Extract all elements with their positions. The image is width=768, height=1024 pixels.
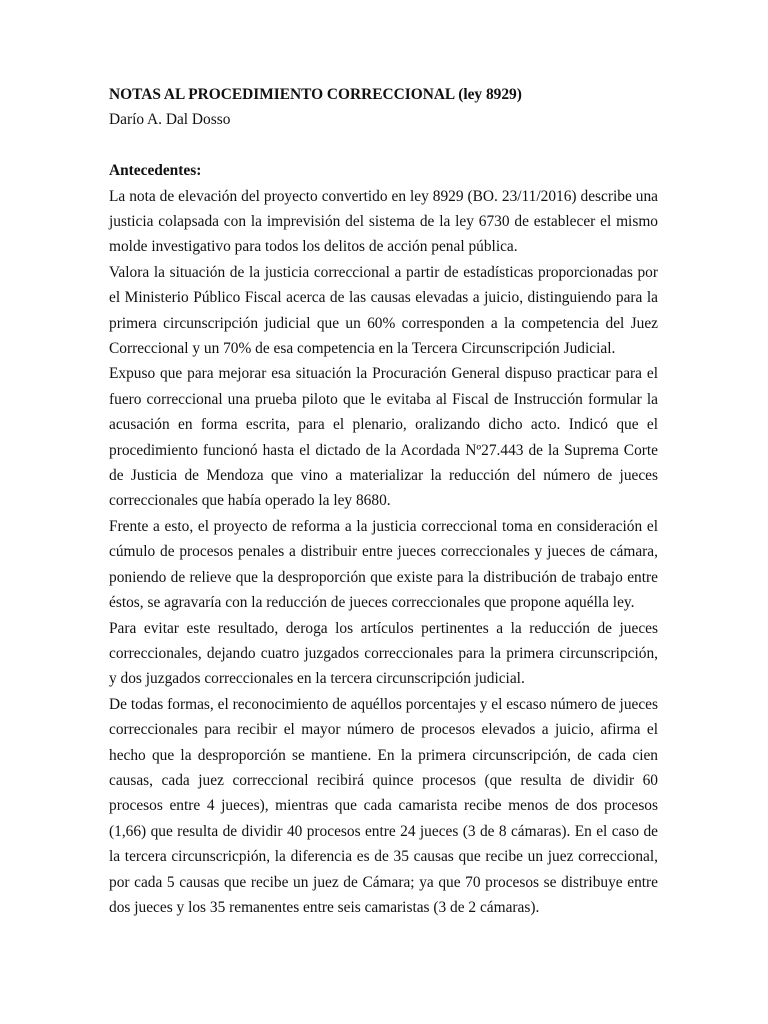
- paragraph: Expuso que para mejorar esa situación la Procuración General dispuso practicar para el fuero correccional una prueba piloto que le evitaba al Fiscal de Instrucción formular la acusación en forma escrita, para el plenario, oralizando dicho acto. Indicó que el procedimiento funcionó hasta el dictado de la Acordada Nº27.443 de la Suprema Corte de Justicia de Mendoza que vino a materializar la reducción del número de jueces correccionales que había operado la ley 8680.: [109, 365, 658, 510]
- document-title: NOTAS AL PROCEDIMIENTO CORRECCIONAL (ley 8929): [109, 86, 522, 103]
- paragraph: Para evitar este resultado, deroga los artículos pertinentes a la reducción de jueces correccionales, dejando cuatro juzgados correccionales para la primera circunscripción, y dos juzgados correccionales en la tercera circunscripción judicial.: [109, 619, 658, 688]
- section-heading: Antecedentes:: [109, 162, 202, 180]
- document-page: [109, 82, 658, 920]
- paragraph: De todas formas, el reconocimiento de aquéllos porcentajes y el escaso número de jueces correccionales para recibir el mayor número de procesos elevados a juicio, afirma el hecho que la desproporción se mantiene. En la primera circunscripción, de cada cien causas, cada juez correccional recibirá quince procesos (que resulta de dividir 60 procesos entre 4 jueces), mientras que cada camarista recibe menos de dos procesos (1,66) que resulta de dividir 40 procesos entre 24 jueces (3 de 8 cámaras). En el caso de la tercera circunscricpión, la diferencia es de 35 causas que recibe un juez correccional, por cada 5 causas que recibe un juez de Cámara; ya que 70 procesos se distribuye entre dos jueces y los 35 remanentes entre seis camaristas (3 de 2 cámaras).: [109, 695, 658, 916]
- paragraph: Valora la situación de la justicia correccional a partir de estadísticas proporcionadas por el Ministerio Público Fiscal acerca de las causas elevadas a juicio, distinguiendo para la primera circunscripción judicial que un 60% corresponden a la competencia del Juez Correccional y un 70% de esa competencia en la Tercera Circunscripción Judicial.: [109, 263, 658, 358]
- document-author: Darío A. Dal Dosso: [109, 111, 231, 129]
- paragraph: Frente a esto, el proyecto de reforma a la justicia correccional toma en consideración el cúmulo de procesos penales a distribuir entre jueces correccionales y jueces de cámara, poniendo de relieve que la desproporción que existe para la distribución de trabajo entre éstos, se agravaría con la reducción de jueces correccionales que propone aquélla ley.: [109, 517, 658, 612]
- paragraph: La nota de elevación del proyecto convertido en ley 8929 (BO. 23/11/2016) describe una justicia colapsada con la imprevisión del sistema de la ley 6730 de establecer el mismo molde investigativo para todos los delitos de acción penal pública.: [109, 187, 658, 256]
